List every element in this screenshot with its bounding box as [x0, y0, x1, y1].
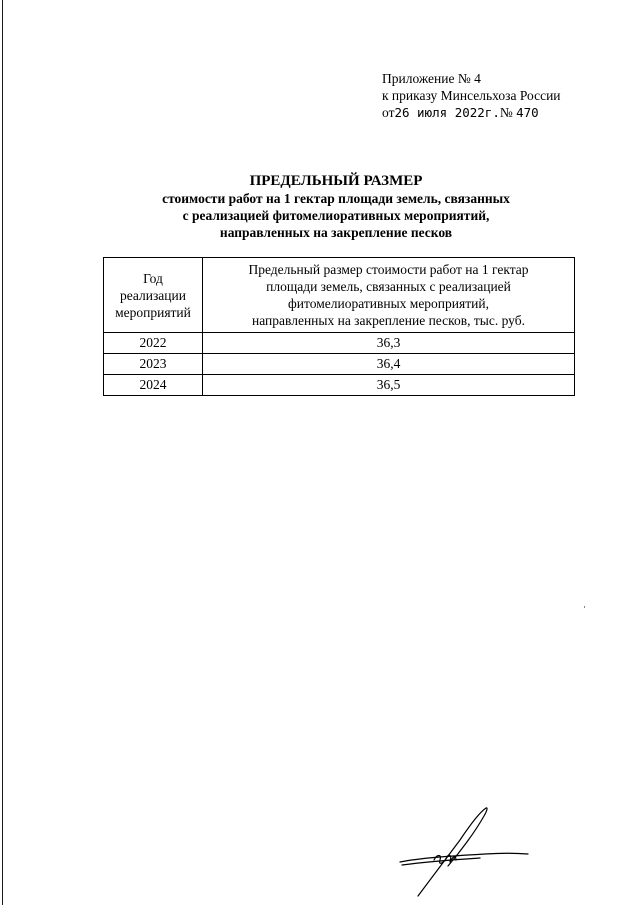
header-year-line: Год: [143, 270, 163, 286]
header-year: [104, 258, 203, 333]
scan-edge-line: [2, 0, 3, 905]
appendix-order-reference: к приказу Минсельхоза России: [382, 88, 561, 103]
cost-table: [103, 257, 575, 396]
table-row: [104, 375, 575, 396]
header-cost-line: площади земель, связанных с реализацией: [266, 279, 511, 294]
document-heading: [100, 173, 572, 241]
header-cost: [203, 258, 575, 333]
row-cost-value: 36,5: [203, 375, 575, 396]
appendix-date-line: [382, 104, 561, 121]
signature-image: [390, 800, 540, 900]
table-row: [104, 354, 575, 375]
order-date: 26 июля 2022г.: [394, 105, 500, 120]
row-year: 2024: [104, 375, 203, 396]
appendix-block: [382, 70, 561, 121]
header-cost-line: Предельный размер стоимости работ на 1 гектар: [248, 262, 529, 277]
number-sign: №: [499, 105, 513, 120]
header-year-line: мероприятий: [115, 304, 191, 320]
row-cost-value: 36,4: [203, 354, 575, 375]
table-row: [104, 333, 575, 354]
heading-subtitle-line-1: стоимости работ на 1 гектар площади земель, связанных: [162, 191, 510, 206]
order-number: 470: [516, 105, 539, 120]
heading-subtitle-line-3: направленных на закрепление песков: [219, 225, 453, 240]
appendix-title: Приложение № 4: [382, 71, 481, 86]
heading-title: ПРЕДЕЛЬНЫЙ РАЗМЕР: [249, 173, 423, 189]
row-cost-value: 36,3: [203, 333, 575, 354]
header-cost-line: фитомелиоративных мероприятий,: [288, 296, 489, 311]
heading-subtitle-line-2: с реализацией фитомелиоративных мероприятий,: [182, 208, 490, 223]
date-prefix: от: [382, 105, 395, 120]
header-cost-line: направленных на закрепление песков, тыс. руб.: [252, 313, 525, 328]
row-year: 2022: [104, 333, 203, 354]
table-header-row: [104, 258, 575, 333]
scan-speck: [584, 606, 585, 608]
row-year: 2023: [104, 354, 203, 375]
header-year-line: реализации: [120, 287, 186, 303]
